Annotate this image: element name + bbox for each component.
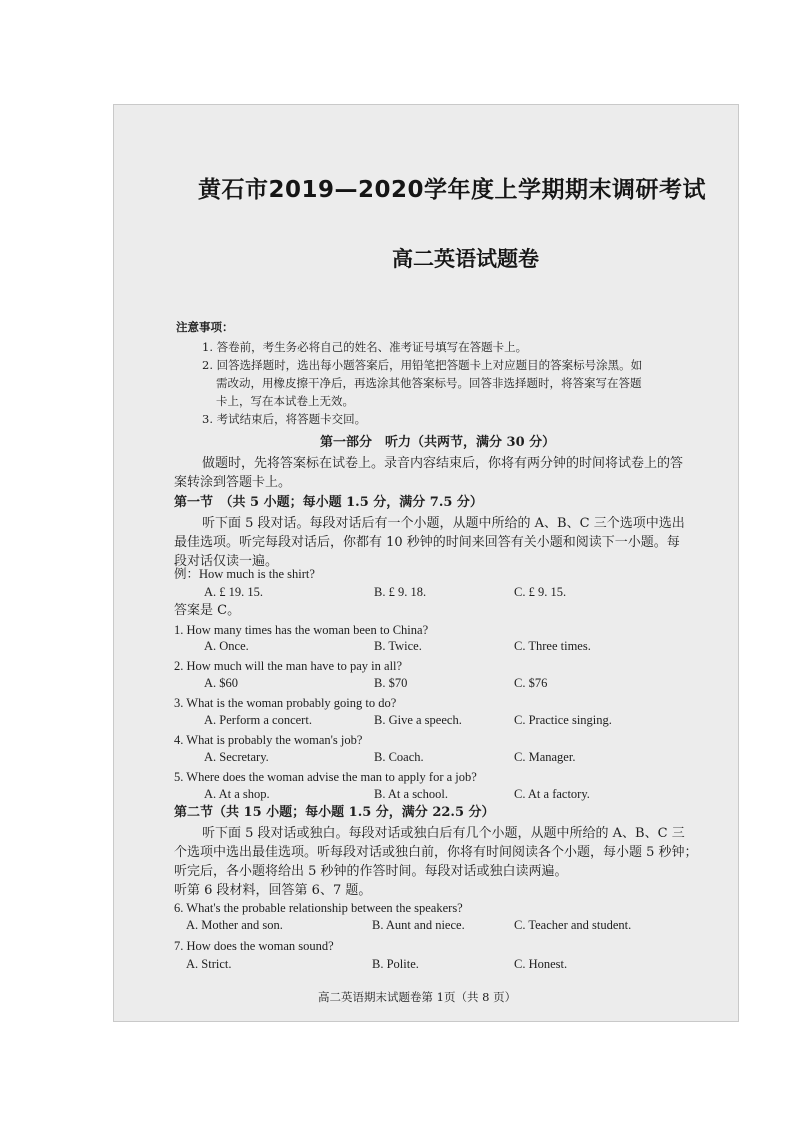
question-text: 2. How much will the man have to pay in all? (174, 659, 403, 673)
exam-subtitle: 高二英语试题卷 (392, 247, 539, 271)
notice-heading: 注意事项： (176, 320, 234, 334)
option-c: C. At a factory. (514, 787, 590, 801)
option-b: B. At a school. (374, 787, 448, 801)
question-text: 1. How many times has the woman been to China? (174, 623, 429, 637)
section-instruction: 听下面 5 段对话。每段对话后有一个小题，从题中所给的 A、B、C 三个选项中选出 (202, 516, 685, 531)
part-heading: 第一部分 听力（共两节，满分 30 分） (320, 435, 556, 450)
section-heading: 第二节（共 15 小题；每小题 1.5 分，满分 22.5 分） (174, 805, 495, 820)
question-text: 7. How does the woman sound? (174, 939, 334, 953)
option-c: C. Honest. (514, 957, 568, 971)
option-b: B. Aunt and niece. (372, 918, 465, 932)
option-b: B. Polite. (372, 957, 419, 971)
notice-item: 卡上，写在本试卷上无效。 (216, 394, 354, 408)
section-instruction: 听完后，各小题将给出 5 秒钟的作答时间。每段对话或独白读两遍。 (174, 864, 568, 879)
option-a: A. Strict. (186, 957, 232, 971)
notice-item: 3. 考试结束后，将答题卡交回。 (202, 412, 367, 426)
section-instruction: 段对话仅读一遍。 (174, 554, 279, 569)
example-option-c: C. £ 9. 15. (514, 585, 567, 599)
bleed-through-text (184, 205, 187, 217)
exam-page (113, 104, 739, 1022)
question-text: 5. Where does the woman advise the man to apply for a job? (174, 770, 477, 784)
option-a: A. Perform a concert. (204, 713, 312, 727)
material-note: 听第 6 段材料，回答第 6、7 题。 (174, 883, 372, 898)
option-b: B. Give a speech. (374, 713, 462, 727)
notice-item: 1. 答卷前，考生务必将自己的姓名、准考证号填写在答题卡上。 (202, 340, 528, 354)
option-c: C. Three times. (514, 639, 591, 653)
section-heading: 第一节 （共 5 小题；每小题 1.5 分，满分 7.5 分） (174, 495, 483, 510)
example-option-b: B. £ 9. 18. (374, 585, 427, 599)
option-c: C. Practice singing. (514, 713, 612, 727)
option-b: B. Coach. (374, 750, 424, 764)
exam-title: 黄石市2019—2020学年度上学期期末调研考试 (198, 177, 707, 203)
example-question: 例：How much is the shirt? (174, 567, 315, 581)
part-instruction: 做题时，先将答案标在试卷上。录音内容结束后，你将有两分钟的时间将试卷上的答 (202, 456, 684, 471)
notice-item: 需改动，用橡皮擦干净后，再选涂其他答案标号。回答非选择题时，将答案写在答题 (216, 376, 642, 390)
notice-item: 2. 回答选择题时，选出每小题答案后，用铅笔把答题卡上对应题目的答案标号涂黑。如 (202, 358, 643, 372)
option-c: C. Manager. (514, 750, 576, 764)
option-b: B. Twice. (374, 639, 422, 653)
page-footer: 高二英语期末试题卷第 1页（共 8 页） (318, 990, 517, 1004)
example-option-a: A. £ 19. 15. (204, 585, 264, 599)
option-a: A. At a shop. (204, 787, 270, 801)
option-a: A. $60 (204, 676, 239, 690)
option-b: B. $70 (374, 676, 408, 690)
option-c: C. $76 (514, 676, 548, 690)
part-instruction: 案转涂到答题卡上。 (174, 475, 292, 490)
question-text: 6. What's the probable relationship between the speakers? (174, 901, 463, 915)
section-instruction: 听下面 5 段对话或独白。每段对话或独白后有几个小题，从题中所给的 A、B、C 三 (202, 826, 685, 841)
section-instruction: 最佳选项。听完每段对话后，你都有 10 秒钟的时间来回答有关小题和阅读下一小题。每 (174, 535, 680, 550)
question-text: 3. What is the woman probably going to do? (174, 696, 397, 710)
option-a: A. Once. (204, 639, 249, 653)
question-text: 4. What is probably the woman's job? (174, 733, 363, 747)
option-a: A. Mother and son. (186, 918, 283, 932)
option-c: C. Teacher and student. (514, 918, 632, 932)
example-answer: 答案是 C。 (174, 603, 241, 618)
option-a: A. Secretary. (204, 750, 269, 764)
section-instruction: 个选项中选出最佳选项。听每段对话或独白前，你将有时间阅读各个小题，每小题 5 秒钟； (174, 845, 698, 860)
